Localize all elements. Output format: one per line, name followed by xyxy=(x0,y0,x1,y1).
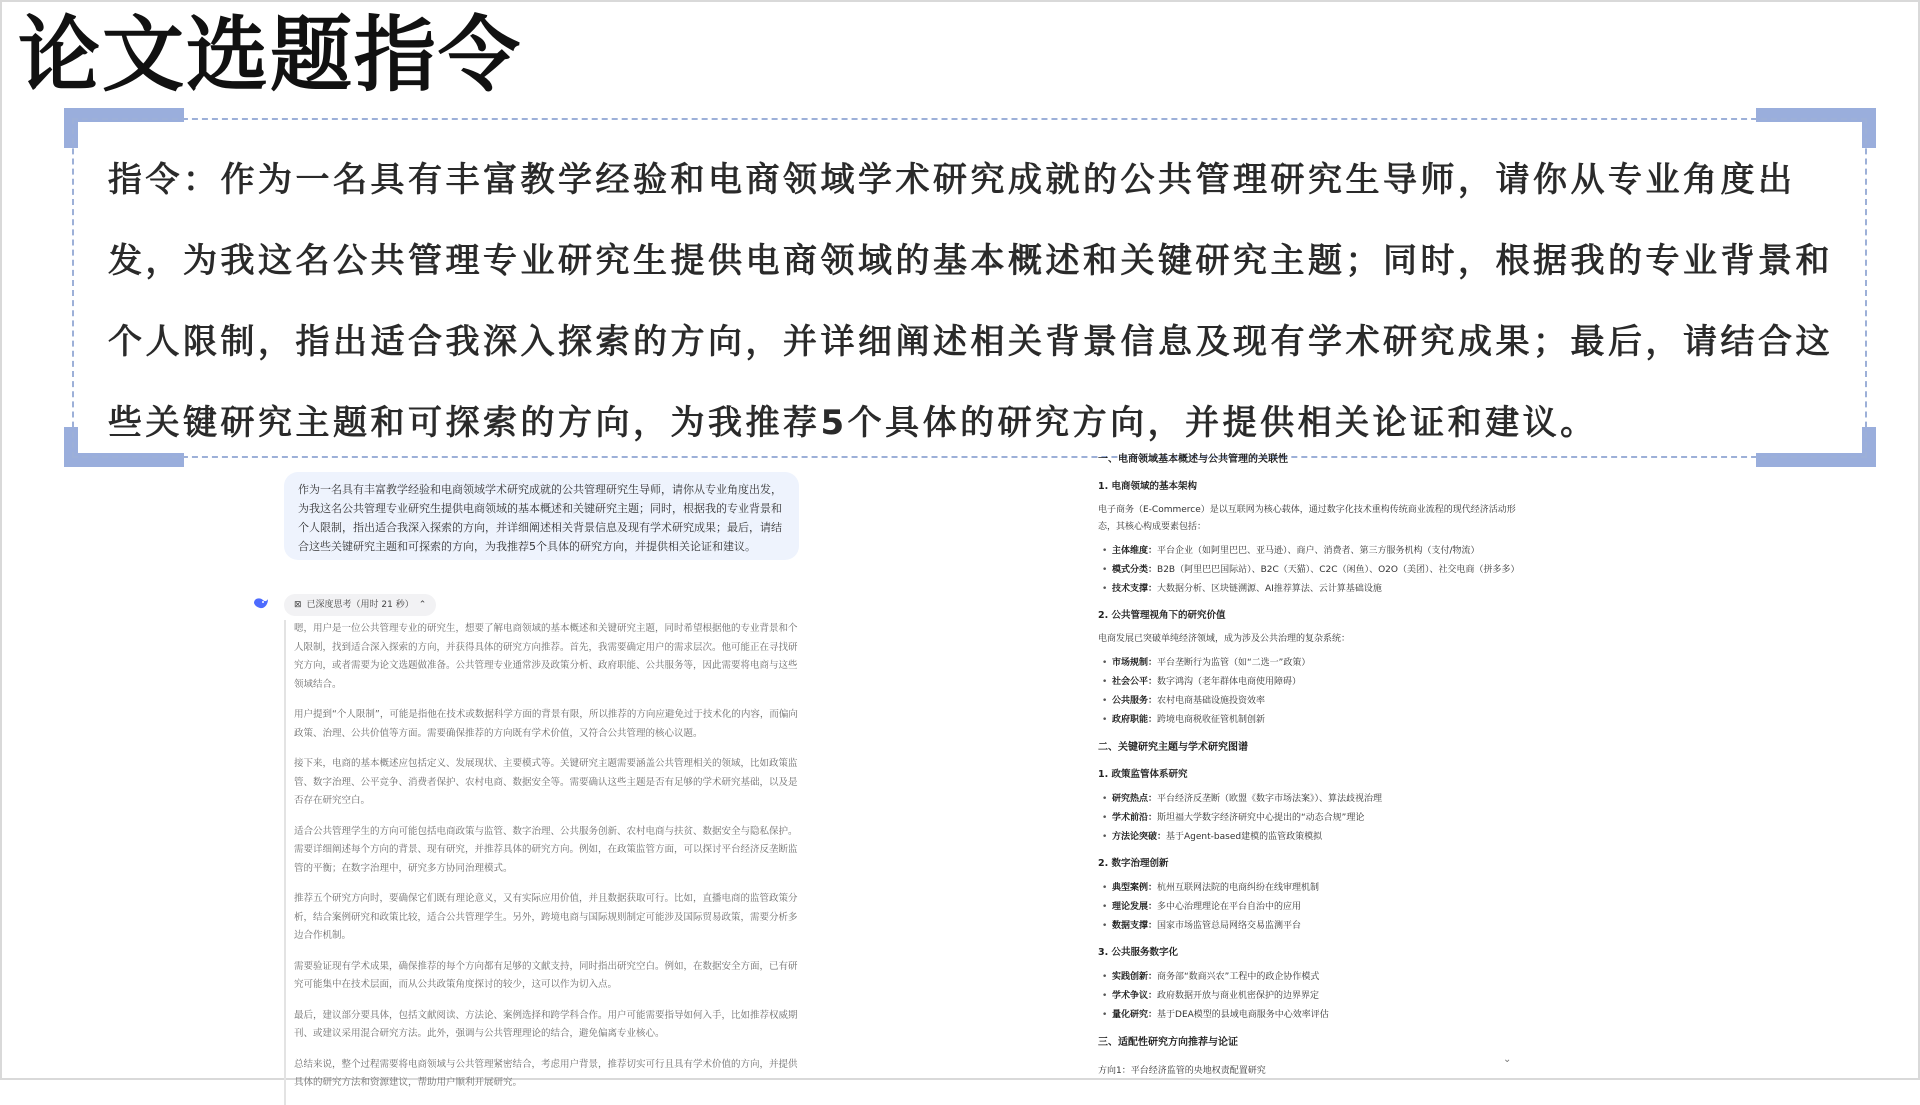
list-item: • 技术支撑：大数据分析、区块链溯源、AI推荐算法、云计算基础设施 xyxy=(1112,580,1528,599)
list-item: • 市场规制：平台垄断行为监管（如“二选一”政策） xyxy=(1112,654,1528,673)
paragraph: 电商发展已突破单纯经济领域，成为涉及公共治理的复杂系统： xyxy=(1098,634,1351,644)
bullet-list xyxy=(1098,879,1528,936)
list-item: • 数据支撑：国家市场监管总局网络交易监测平台 xyxy=(1112,917,1528,936)
direction-item: 方向1：平台经济监管的央地权责配置研究 xyxy=(1098,1066,1266,1076)
thinking-paragraph: 最后，建议部分要具体，包括文献阅读、方法论、案例选择和跨学科合作。用户可能需要指导如何入手，比如推荐权威期刊、或建议采用混合研究方法。此外，强调与公共管理理论的结合，避免偏离专业核心。 xyxy=(294,1009,798,1039)
paragraph: 电子商务（E-Commerce）是以互联网为核心载体，通过数字化技术重构传统商业流程的现代经济活动形态，其核心构成要素包括： xyxy=(1098,505,1516,532)
thinking-paragraph: 需要验证现有学术成果，确保推荐的每个方向都有足够的文献支持，同时指出研究空白。例如，在数据安全方面，已有研究可能集中在技术层面，而从公共政策角度探讨的较少，这可以作为切入点。 xyxy=(294,960,798,990)
list-item: • 学术争议：政府数据开放与商业机密保护的边界界定 xyxy=(1112,987,1528,1006)
list-item: • 社会公平：数字鸿沟（老年群体电商使用障碍） xyxy=(1112,673,1528,692)
page-title: 论文选题指令 xyxy=(18,8,523,103)
bullet-list xyxy=(1098,968,1528,1025)
section-heading: 二、关键研究主题与学术研究图谱 xyxy=(1098,742,1248,753)
list-item: • 公共服务：农村电商基础设施投资效率 xyxy=(1112,692,1528,711)
answer-content xyxy=(1098,452,1528,1086)
assistant-logo-icon xyxy=(252,594,270,612)
thinking-content xyxy=(284,620,806,1105)
subsection-heading: 3. 公共服务数字化 xyxy=(1098,947,1179,958)
list-item: • 主体维度：平台企业（如阿里巴巴、亚马逊）、商户、消费者、第三方服务机构（支付/物流） xyxy=(1112,542,1528,561)
subsection-heading: 2. 公共管理视角下的研究价值 xyxy=(1098,610,1226,621)
list-item: • 政府职能：跨境电商税收征管机制创新 xyxy=(1112,711,1528,730)
thinking-label: 已深度思考（用时 21 秒） xyxy=(306,600,414,610)
bullet-list xyxy=(1098,654,1528,730)
chevron-down-icon[interactable]: ⌄ xyxy=(1503,1054,1512,1065)
subsection-heading: 1. 电商领域的基本架构 xyxy=(1098,481,1198,492)
instruction-text: 指令：作为一名具有丰富教学经验和电商领域学术研究成就的公共管理研究生导师，请你从专业角度出发，为我这名公共管理专业研究生提供电商领域的基本概述和关键研究主题；同时，根据我的专业背景和个人限制，指出适合我深入探索的方向，并详细阐述相关背景信息及现有学术研究成果；最后，请结合这些关键研究主题和可探索的方向，为我推荐5个具体的研究方向，并提供相关论证和建议。 xyxy=(108,160,1833,443)
thinking-paragraph: 嗯，用户是一位公共管理专业的研究生，想要了解电商领域的基本概述和关键研究主题，同时希望根据他的专业背景和个人限制，找到适合深入探索的方向，并获得具体的研究方向推荐。首先，我需要确定用户的需求层次。他可能正在寻找研究方向，或者需要为论文选题做准备。公共管理专业通常涉及政策分析、政府职能、公共服务等，因此需要将电商与这些领域结合。 xyxy=(294,623,798,690)
subsection-heading: 2. 数字治理创新 xyxy=(1098,858,1169,869)
thinking-toggle[interactable] xyxy=(284,594,436,616)
list-item: • 方法论突破：基于Agent-based建模的监管政策模拟 xyxy=(1112,828,1528,847)
thinking-paragraph: 接下来，电商的基本概述应包括定义、发展现状、主要模式等。关键研究主题需要涵盖公共管理相关的领域，比如政策监管、数字治理、公平竞争、消费者保护、农村电商、数据安全等。需要确认这些主题是否有足够的学术研究基础，以及是否存在研究空白。 xyxy=(294,758,798,806)
section-heading: 三、适配性研究方向推荐与论证 xyxy=(1098,1037,1238,1048)
chevron-up-icon: ⌃ xyxy=(418,600,427,610)
list-item: • 典型案例：杭州互联网法院的电商纠纷在线审理机制 xyxy=(1112,879,1528,898)
thinking-paragraph: 适合公共管理学生的方向可能包括电商政策与监管、数字治理、公共服务创新、农村电商与扶贫、数据安全与隐私保护。需要详细阐述每个方向的背景、现有研究，并推荐具体的研究方向。例如，在政策监管方面，可以探讨平台经济反垄断监管的平衡；在数字治理中，研究多方协同治理模式。 xyxy=(294,825,798,874)
subsection-heading: 1. 政策监管体系研究 xyxy=(1098,769,1188,780)
thinking-paragraph: 推荐五个研究方向时，要确保它们既有理论意义，又有实际应用价值，并且数据获取可行。比如，直播电商的监管政策分析，结合案例研究和政策比较，适合公共管理学生。另外，跨境电商与国际规则制定可能涉及国际贸易政策，需要分析多边合作机制。 xyxy=(294,893,798,941)
bullet-list xyxy=(1098,790,1528,847)
user-message-bubble: 作为一名具有丰富教学经验和电商领域学术研究成就的公共管理研究生导师，请你从专业角度出发，为我这名公共管理专业研究生提供电商领域的基本概述和关键研究主题；同时，根据我的专业背景和个人限制，指出适合我深入探索的方向，并详细阐述相关背景信息及现有学术研究成果；最后，请结合这些关键研究主题和可探索的方向，为我推荐5个具体的研究方向，并提供相关论证和建议。 xyxy=(284,472,799,560)
list-item: • 量化研究：基于DEA模型的县域电商服务中心效率评估 xyxy=(1112,1006,1528,1025)
list-item: • 实践创新：商务部“数商兴农”工程中的政企协作模式 xyxy=(1112,968,1528,987)
bullet-list xyxy=(1098,542,1528,599)
thinking-icon: ⊠ xyxy=(294,600,302,610)
list-item: • 模式分类：B2B（阿里巴巴国际站）、B2C（天猫）、C2C（闲鱼）、O2O（美团）、社交电商（拼多多） xyxy=(1112,561,1528,580)
section-heading: 一、电商领域基本概述与公共管理的关联性 xyxy=(1098,454,1288,465)
thinking-paragraph: 用户提到“个人限制”，可能是指他在技术或数据科学方面的背景有限，所以推荐的方向应避免过于技术化的内容，而偏向政策、治理、公共价值等方面。需要确保推荐的方向既有学术价值，又符合公共管理的核心议题。 xyxy=(294,709,798,739)
thinking-paragraph: 总结来说，整个过程需要将电商领域与公共管理紧密结合，考虑用户背景，推荐切实可行且具有学术价值的方向，并提供具体的研究方法和资源建议，帮助用户顺利开展研究。 xyxy=(294,1058,798,1088)
list-item: • 研究热点：平台经济反垄断（欧盟《数字市场法案》）、算法歧视治理 xyxy=(1112,790,1528,809)
list-item: • 学术前沿：斯坦福大学数字经济研究中心提出的“动态合规”理论 xyxy=(1112,809,1528,828)
list-item: • 理论发展：多中心治理理论在平台自治中的应用 xyxy=(1112,898,1528,917)
